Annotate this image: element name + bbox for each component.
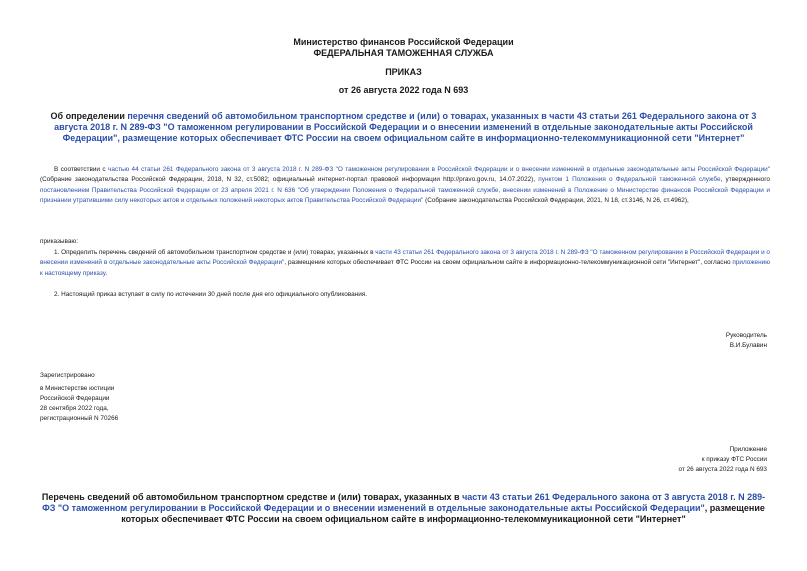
registration-line: Российской Федерации xyxy=(40,395,110,402)
list-title-link[interactable]: части 43 статьи 261 Федерального закона от 3 августа 2018 г. N 289-ФЗ "О таможенном регулировании в Российской Федерации и о внесении изменений в отдельные законодательные акты Российской Федерации" xyxy=(42,492,766,513)
signature-name: В.И.Булавин xyxy=(729,342,767,349)
preamble-text-4: (Собрание законодательства Российской Федерации, 2021, N 18, ст.3146, N 26, ст.4962), xyxy=(423,197,689,205)
preamble-text-2: (Собрание законодательства Российской Федерации, 2018, N 32, ст.5082; официальный интернет-портал правовой информации http://pravo.gov.ru, 14.07.2022), xyxy=(40,176,539,184)
preamble-link-decree[interactable]: постановлением Правительства Российской Федерации от 23 апреля 2021 г. N 636 "Об утверждении Положения о Федеральной таможенной службе, внесении изменений в Положение о Министерстве финансов Российской Федерации и признании утратившими силу некоторых актов и отдельных положений некоторых актов Правительства Российской Федерации" xyxy=(40,186,770,205)
appendix-line: к приказу ФТС России xyxy=(701,456,767,463)
appendix-block xyxy=(679,445,768,475)
item1-link-appendix[interactable]: приложению к настоящему приказу xyxy=(40,259,770,277)
item1-text-2: , размещение которых обеспечивает ФТС России на своем официальном сайте в информационно-телекоммуникационной сети "Интернет", согласно xyxy=(284,259,733,267)
doc-date: от 26 августа 2022 года N 693 xyxy=(338,85,469,95)
appendix-line: от 26 августа 2022 года N 693 xyxy=(678,466,767,473)
preamble xyxy=(40,165,770,207)
item1-text-3: . xyxy=(105,269,108,277)
list-title-text-1: Перечень сведений об автомобильном транспортном средстве и (или) товарах, указанных в xyxy=(41,492,463,502)
title-link[interactable]: перечня сведений об автомобильном транспортном средстве и (или) о товарах, указанных в части 43 статьи 261 Федерального закона от 3 августа 2018 г. N 289-ФЗ "О таможенном регулировании в Российской Федерации и о внесении изменений в отдельные законодательные акты Российской Федерации", размещение которых обеспечивает ФТС России на своем официальном сайте в информационно-телекоммуникационной сети "Интернет" xyxy=(54,111,757,143)
registration-line: Зарегистрировано xyxy=(40,372,95,379)
title-text: Об определении xyxy=(50,111,128,121)
preamble-text-1: В соответствии с xyxy=(54,166,109,173)
list-title xyxy=(40,492,767,525)
preamble-link-law[interactable]: частью 44 статьи 261 Федерального закона от 3 августа 2018 г. N 289-ФЗ "О таможенном регулировании в Российской Федерации и о внесении изменений в отдельные законодательные акты Российской Федерации" xyxy=(108,166,770,173)
signature-role: Руководитель xyxy=(725,332,767,339)
preamble-text-3: , утвержденного xyxy=(720,176,770,184)
preamble-link-regulation[interactable]: пунктом 1 Положения о Федеральной таможенной службе xyxy=(538,176,721,184)
registration-line: в Министерстве юстиции xyxy=(40,385,115,392)
order-word: приказываю: xyxy=(40,238,78,245)
registration-line: 28 сентября 2022 года, xyxy=(40,405,109,412)
order-item-1 xyxy=(40,248,770,279)
item1-link-law[interactable]: части 43 статьи 261 Федерального закона от 3 августа 2018 г. N 289-ФЗ "О таможенном регулировании в Российской Федерации и о внесении изменений в отдельные законодательные акты Российской Федерации" xyxy=(40,249,770,267)
order-title xyxy=(40,111,767,144)
service-name: ФЕДЕРАЛЬНАЯ ТАМОЖЕННАЯ СЛУЖБА xyxy=(313,48,494,58)
appendix-line: Приложение xyxy=(729,446,767,453)
doc-type: ПРИКАЗ xyxy=(385,67,422,77)
list-title-text-2: , размещение которых обеспечивает ФТС России на своем официальном сайте в информационно-телекоммуникационной сети "Интернет" xyxy=(121,503,765,524)
order-item-2: 2. Настоящий приказ вступает в силу по истечении 30 дней после дня его официального опубликования. xyxy=(54,291,368,298)
item1-text-1: 1. Определить перечень сведений об автомобильном транспортном средстве и (или) товарах, указанных в xyxy=(54,249,376,256)
registration-block xyxy=(40,371,118,424)
ministry-name: Министерство финансов Российской Федерации xyxy=(293,37,514,47)
registration-line: регистрационный N 70266 xyxy=(40,415,119,422)
